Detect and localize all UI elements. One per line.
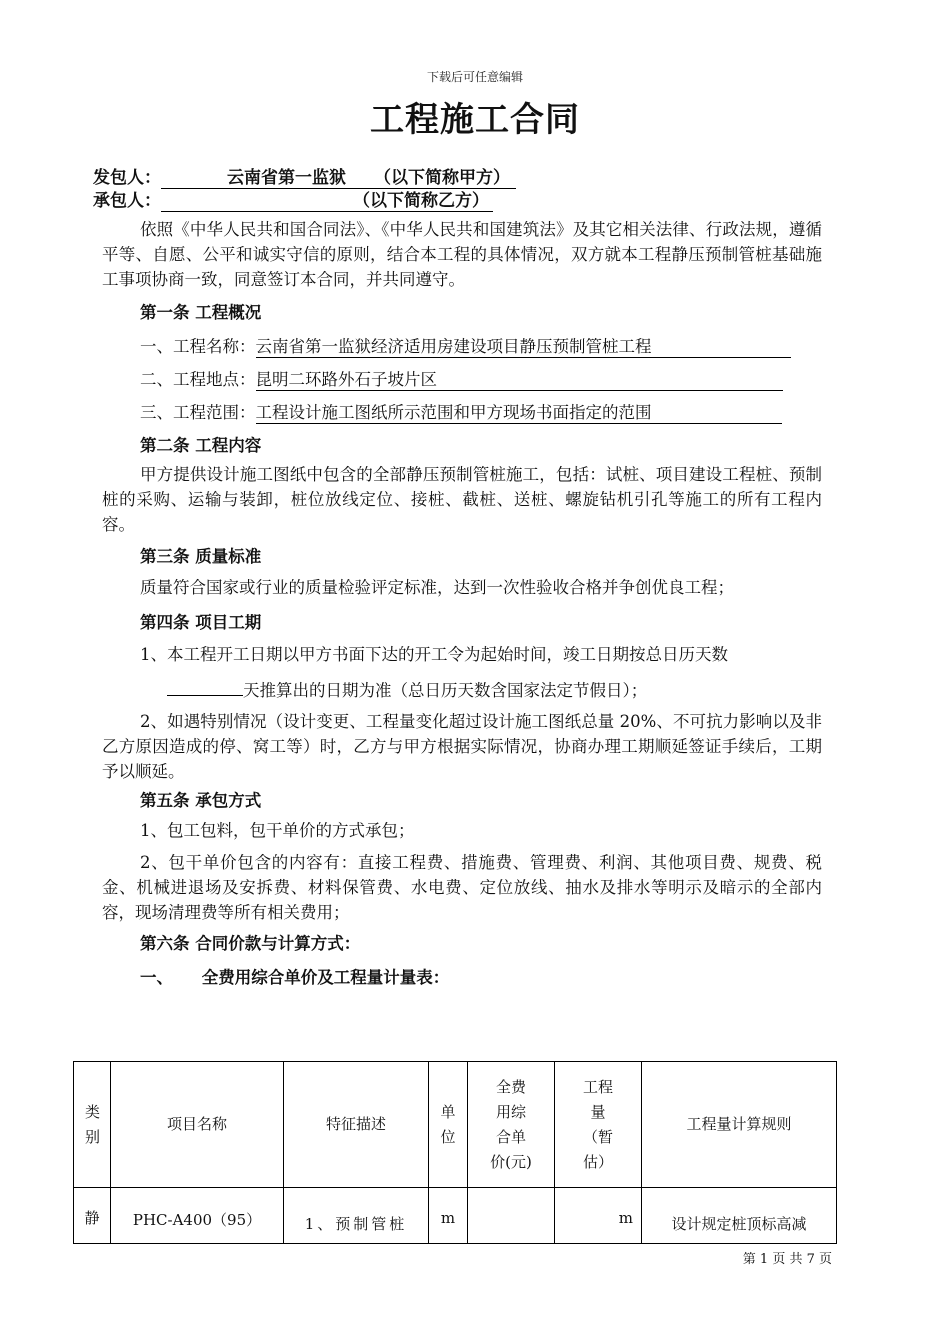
cell-category: 静 <box>74 1188 111 1244</box>
total-days-blank <box>167 695 243 696</box>
project-site-label: 二、工程地点： <box>140 370 256 389</box>
project-name-value: 云南省第一监狱经济适用房建设项目静压预制管桩工程 <box>256 337 791 358</box>
article6-subheading: 一、 全费用综合单价及工程量计量表： <box>140 968 450 987</box>
article6-heading: 第六条 合同价款与计算方式： <box>140 934 361 953</box>
employer-label: 发包人： <box>93 168 161 188</box>
contractor-label: 承包人： <box>93 191 161 211</box>
document-title: 工程施工合同 <box>370 100 580 140</box>
header-rule: 工程量计算规则 <box>642 1062 837 1188</box>
quantity-table <box>73 1061 837 1244</box>
intro-paragraph: 依照《中华人民共和国合同法》、《中华人民共和国建筑法》及其它相关法律、行政法规，遵循平等、自愿、公平和诚实守信的原则，结合本工程的具体情况，双方就本工程静压预制管桩基础施工事项协商一致，同意签订本合同，并共同遵守。 <box>102 220 822 289</box>
project-scope-line <box>140 399 782 424</box>
header-unit: 单位 <box>429 1062 468 1188</box>
header-note: 下载后可任意编辑 <box>426 70 523 84</box>
article4-p1b: 天推算出的日期为准（总日历天数含国家法定节假日）； <box>243 681 648 700</box>
header-category: 类别 <box>74 1062 111 1188</box>
contractor-line <box>93 186 493 212</box>
employer-value: 云南省第一监狱 <box>227 168 346 188</box>
header-desc: 特征描述 <box>284 1062 429 1188</box>
project-site-line <box>140 366 783 391</box>
cell-rule: 设计规定桩顶标高减 <box>642 1188 837 1244</box>
project-name-label: 一、工程名称： <box>140 337 256 356</box>
article1-heading: 第一条 工程概况 <box>140 303 262 322</box>
contractor-suffix: （以下简称乙方） <box>353 191 489 211</box>
cell-price <box>468 1188 555 1244</box>
article4-p1a: 1、本工程开工日期以甲方书面下达的开工令为起始时间，竣工日期按总日历天数 <box>140 645 728 664</box>
article5-heading: 第五条 承包方式 <box>140 791 262 810</box>
article3-text: 质量符合国家或行业的质量检验评定标准，达到一次性验收合格并争创优良工程； <box>140 578 734 597</box>
header-qty: 工程量（暂估） <box>555 1062 642 1188</box>
header-price: 全费用综合单价(元) <box>468 1062 555 1188</box>
contractor-field <box>161 192 493 212</box>
article4-heading: 第四条 项目工期 <box>140 613 262 632</box>
project-name-line <box>140 333 791 358</box>
article3-heading: 第三条 质量标准 <box>140 547 262 566</box>
project-scope-value: 工程设计施工图纸所示范围和甲方现场书面指定的范围 <box>256 403 782 424</box>
table-row <box>74 1188 837 1244</box>
cell-unit: m <box>429 1188 468 1244</box>
article2-heading: 第二条 工程内容 <box>140 436 262 455</box>
cell-name: PHC-A400（95） <box>111 1188 284 1244</box>
project-site-value: 昆明二环路外石子坡片区 <box>256 370 783 391</box>
cell-desc: 1、预制管桩 <box>284 1188 429 1244</box>
table-header-row <box>74 1062 837 1188</box>
article4-p2: 2、如遇特别情况（设计变更、工程量变化超过设计施工图纸总量 20%、不可抗力影响以及非乙方原因造成的停、窝工等）时，乙方与甲方根据实际情况，协商办理工期顺延签证手续后，工期予以顺延。 <box>102 712 822 781</box>
employer-suffix: （以下简称甲方） <box>374 168 510 188</box>
header-name: 项目名称 <box>111 1062 284 1188</box>
article5-p2: 2、包干单价包含的内容有：直接工程费、措施费、管理费、利润、其他项目费、规费、税金、机械进退场及安拆费、材料保管费、水电费、定位放线、抽水及排水等明示及暗示的全部内容，现场清理费等所有相关费用； <box>102 853 822 922</box>
page-number: 第 1 页 共 7 页 <box>742 1252 832 1267</box>
article5-p1: 1、包工包料，包干单价的方式承包； <box>140 821 415 840</box>
article2-text: 甲方提供设计施工图纸中包含的全部静压预制管桩施工，包括：试桩、项目建设工程桩、预制桩的采购、运输与装卸，桩位放线定位、接桩、截桩、送桩、螺旋钻机引孔等施工的所有工程内容。 <box>102 465 822 534</box>
cell-qty: m <box>555 1188 642 1244</box>
article4-p1b-line <box>167 677 647 701</box>
project-scope-label: 三、工程范围： <box>140 403 256 422</box>
